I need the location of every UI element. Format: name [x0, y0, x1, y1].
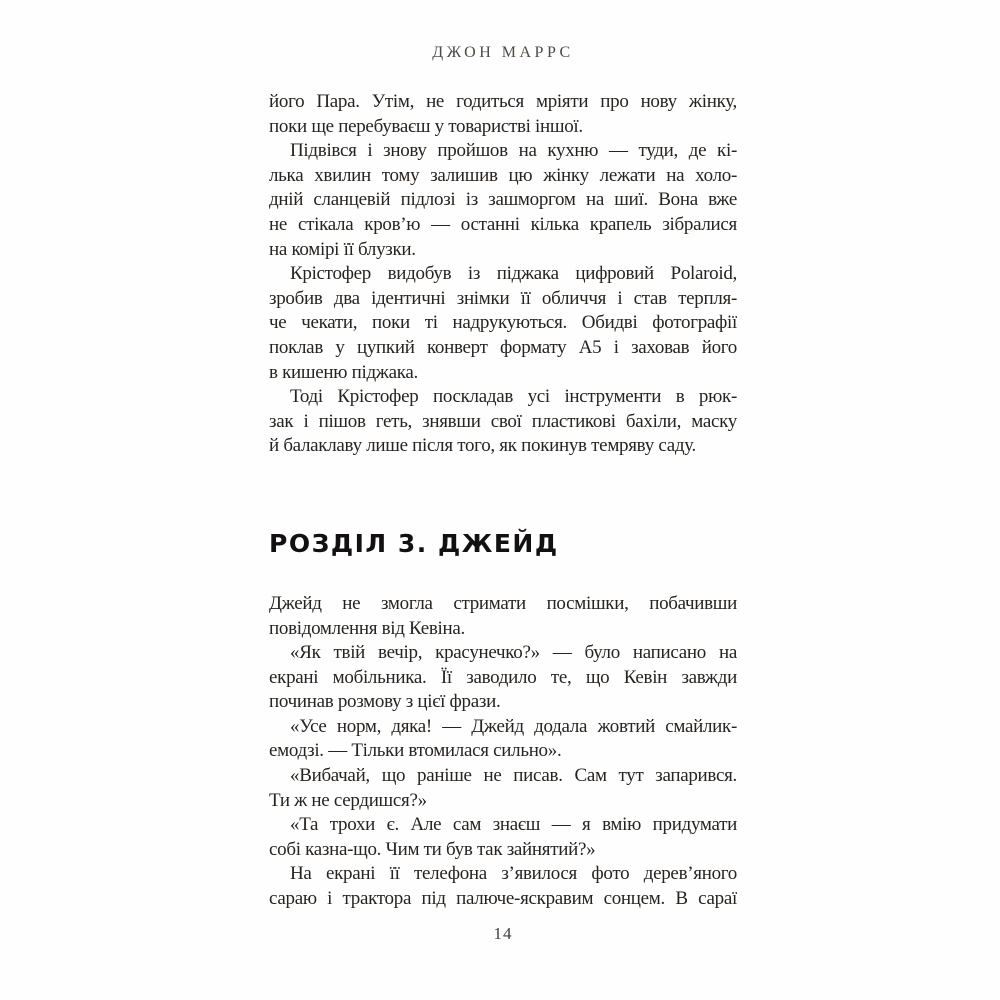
paragraph — [269, 385, 737, 459]
text-line: Ти ж не сердишся?» — [269, 789, 427, 811]
text-line: дній сланцевій підлозі із зашморгом на шиї. Вона вже — [269, 189, 737, 211]
text-line: повідомлення від Кевіна. — [269, 617, 465, 639]
text-line: «Та трохи є. Але сам знаєш — я вмію придумати — [290, 814, 737, 836]
text-line: зак і пішов геть, знявши свої пластикові бахіли, маску — [269, 410, 737, 432]
page-number: 14 — [493, 924, 513, 943]
text-line: поклав у цупкий конверт формату А5 і заховав його — [269, 336, 737, 358]
text-line: поки ще перебуваєш у товаристві іншої. — [269, 115, 583, 137]
text-line: не стікала кров’ю — останні кілька крапель зібралися — [269, 213, 737, 235]
text-line: в кишеню піджака. — [269, 361, 418, 383]
text-line: емодзі. — Тільки втомилася сильно». — [269, 740, 562, 762]
running-header-author: ДЖОН МАРРС — [432, 44, 574, 61]
text-line: че чекати, поки ті надрукуються. Обидві фотографії — [269, 312, 737, 334]
text-line: Джейд не змогла стримати посмішки, побачивши — [269, 592, 737, 614]
text-line: «Усе норм, дяка! — Джейд додала жовтий смайлик- — [290, 715, 737, 737]
text-line: Крістофер видобув із піджака цифровий Polaroid, — [290, 263, 737, 285]
text-line: й балаклаву лише після того, як покинув темряву саду. — [269, 435, 696, 457]
text-line: його Пара. Утім, не годиться мріяти про нову жінку, — [269, 91, 737, 112]
text-line: екрані мобільника. Її заводило те, що Кевін завжди — [269, 666, 737, 688]
paragraph — [269, 90, 737, 139]
text-line: починав розмову з цієї фрази. — [269, 691, 501, 713]
paragraph — [269, 262, 737, 385]
paragraph — [269, 715, 737, 764]
text-line: «Як твій вечір, красунечко?» — було написано на — [290, 642, 737, 664]
text-line: «Вибачай, що раніше не писав. Сам тут запарився. — [290, 765, 737, 787]
text-line: Підвівся і знову пройшов на кухню — туди, де кі- — [290, 140, 737, 162]
text-line: Тоді Крістофер поскладав усі інструменти в рюк- — [290, 386, 737, 408]
text-line: сараю і трактора під палюче-яскравим сонцем. В сараї — [269, 888, 737, 910]
paragraph — [269, 764, 737, 813]
paragraph — [269, 862, 737, 911]
text-line: собі казна-що. Чим ти був так зайнятий?» — [269, 838, 596, 860]
text-line: На екрані її телефона з’явилося фото дерев’яного — [290, 863, 737, 885]
text-line: зробив два ідентичні знімки її обличчя і став терпля- — [269, 287, 737, 309]
paragraph — [269, 813, 737, 862]
chapter-heading: РОЗДІЛ 3. ДЖЕЙД — [269, 528, 559, 558]
text-column — [269, 90, 737, 912]
text-line: лька хвилин тому залишив цю жінку лежати на холо- — [269, 164, 737, 186]
paragraph — [269, 592, 737, 641]
paragraph — [269, 139, 737, 262]
text-line: на комірі її блузки. — [269, 238, 416, 260]
paragraph — [269, 641, 737, 715]
